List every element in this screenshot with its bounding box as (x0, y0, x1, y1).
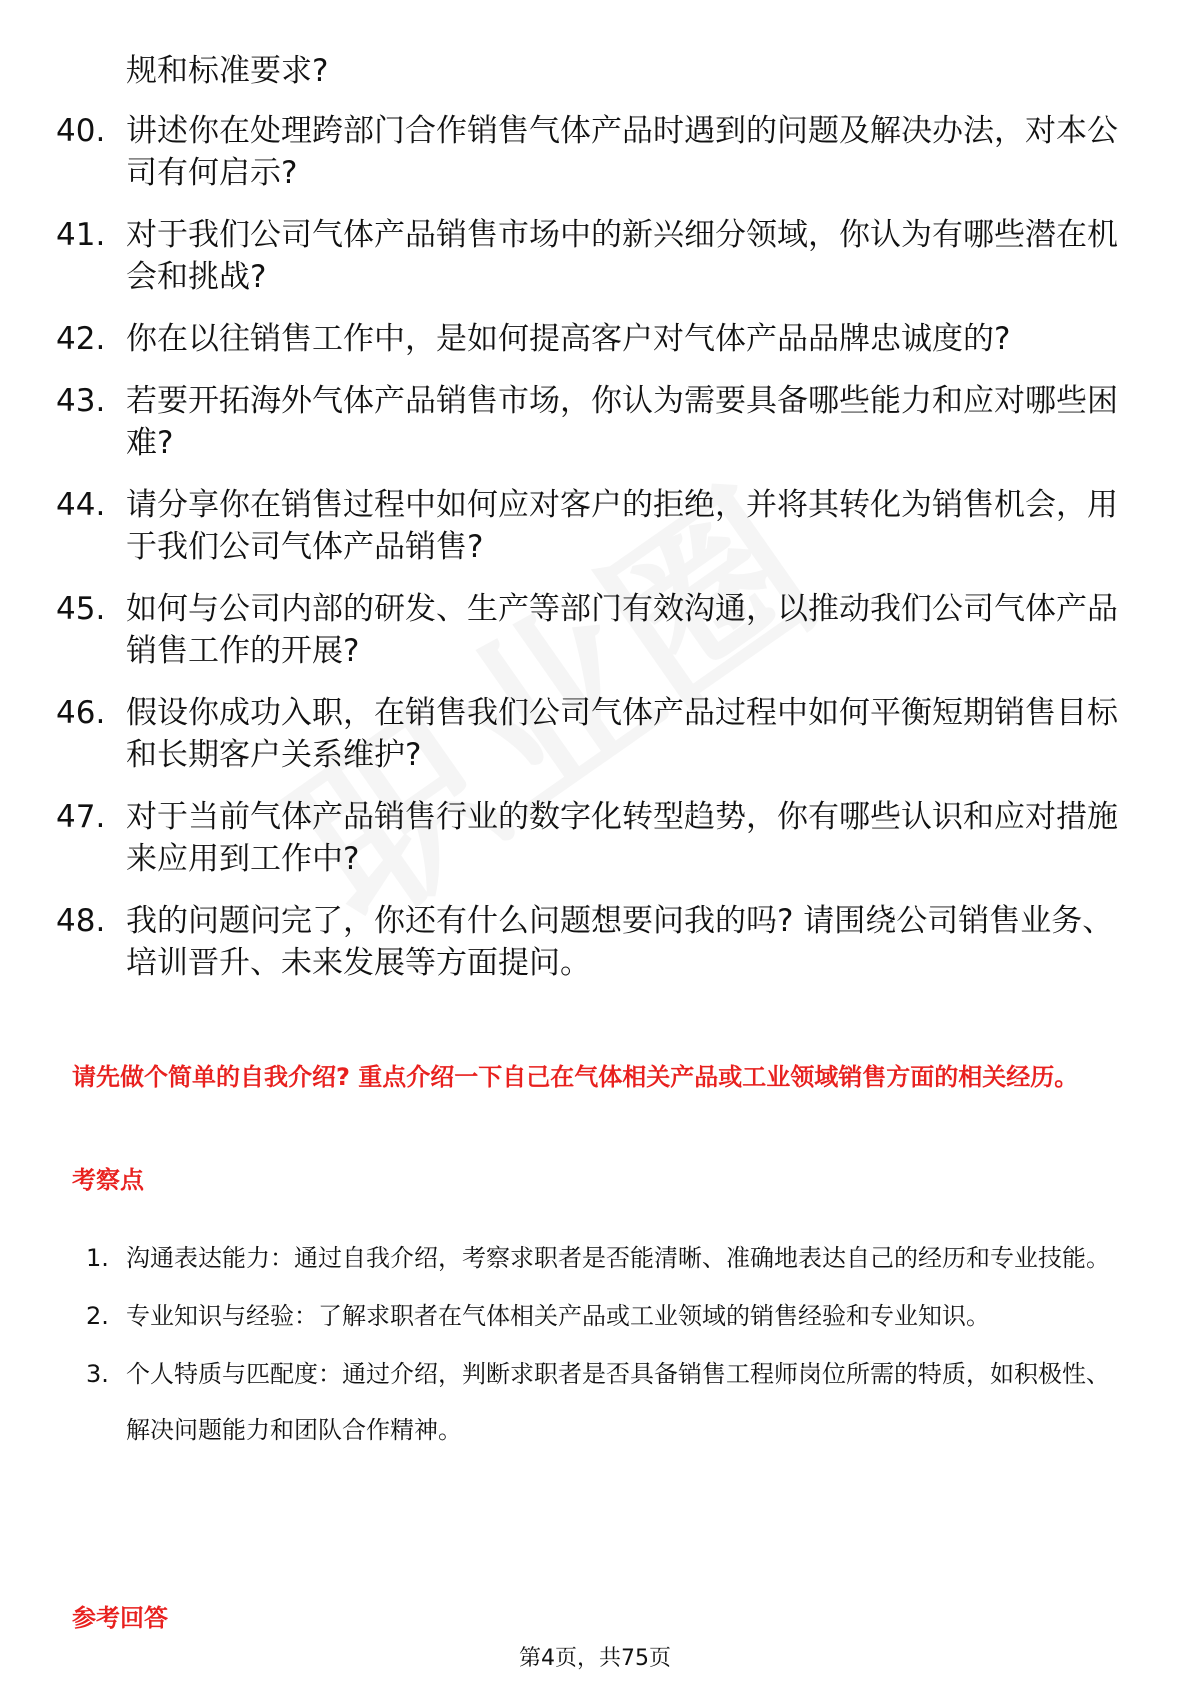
section-title-points: 考察点 (72, 1166, 144, 1194)
question-list (0, 110, 1190, 1004)
question-text: 若要开拓海外气体产品销售市场，你认为需要具备哪些能力和应对哪些困难? (126, 383, 1118, 461)
question-text: 假设你成功入职，在销售我们公司气体产品过程中如何平衡短期销售目标和长期客户关系维护? (126, 695, 1118, 773)
question-number: 43. (56, 383, 106, 419)
point-item (0, 1346, 1190, 1458)
question-item (0, 692, 1190, 776)
point-number: 1. (86, 1244, 109, 1272)
question-text: 对于当前气体产品销售行业的数字化转型趋势，你有哪些认识和应对措施来应用到工作中? (126, 799, 1118, 877)
question-item (0, 380, 1190, 464)
point-item (0, 1230, 1190, 1286)
question-text: 讲述你在处理跨部门合作销售气体产品时遇到的问题及解决办法，对本公司有何启示? (126, 113, 1118, 191)
point-item (0, 1288, 1190, 1344)
continuation-text: 规和标准要求? (126, 53, 329, 89)
question-text: 请分享你在销售过程中如何应对客户的拒绝，并将其转化为销售机会，用于我们公司气体产品销售? (126, 487, 1118, 565)
section-title-answer: 参考回答 (72, 1604, 168, 1632)
question-number: 47. (56, 799, 106, 835)
question-number: 41. (56, 217, 106, 253)
question-item (0, 588, 1190, 672)
question-number: 40. (56, 113, 106, 149)
question-item (0, 900, 1190, 984)
question-item (0, 484, 1190, 568)
point-number: 3. (86, 1360, 109, 1388)
question-number: 45. (56, 591, 106, 627)
question-number: 46. (56, 695, 106, 731)
question-text: 我的问题问完了，你还有什么问题想要问我的吗? 请围绕公司销售业务、培训晋升、未来发展等方面提问。 (126, 903, 1114, 981)
question-number: 48. (56, 903, 106, 939)
question-item (0, 796, 1190, 880)
question-text: 你在以往销售工作中，是如何提高客户对气体产品品牌忠诚度的? (126, 321, 1011, 357)
question-text: 如何与公司内部的研发、生产等部门有效沟通，以推动我们公司气体产品销售工作的开展? (126, 591, 1118, 669)
question-number: 42. (56, 321, 106, 357)
question-item (0, 214, 1190, 298)
question-item (0, 110, 1190, 194)
point-text: 专业知识与经验：了解求职者在气体相关产品或工业领域的销售经验和专业知识。 (126, 1302, 990, 1330)
points-list (0, 1230, 1190, 1460)
point-number: 2. (86, 1302, 109, 1330)
point-text: 个人特质与匹配度：通过介绍，判断求职者是否具备销售工程师岗位所需的特质，如积极性、解决问题能力和团队合作精神。 (126, 1360, 1110, 1444)
highlight-question: 请先做个简单的自我介绍? 重点介绍一下自己在气体相关产品或工业领域销售方面的相关经历。 (72, 1063, 1079, 1091)
point-text: 沟通表达能力：通过自我介绍，考察求职者是否能清晰、准确地表达自己的经历和专业技能。 (126, 1244, 1110, 1272)
page-footer: 第4页，共75页 (519, 1646, 671, 1671)
question-number: 44. (56, 487, 106, 523)
question-text: 对于我们公司气体产品销售市场中的新兴细分领域，你认为有哪些潜在机会和挑战? (126, 217, 1118, 295)
question-item (0, 318, 1190, 360)
